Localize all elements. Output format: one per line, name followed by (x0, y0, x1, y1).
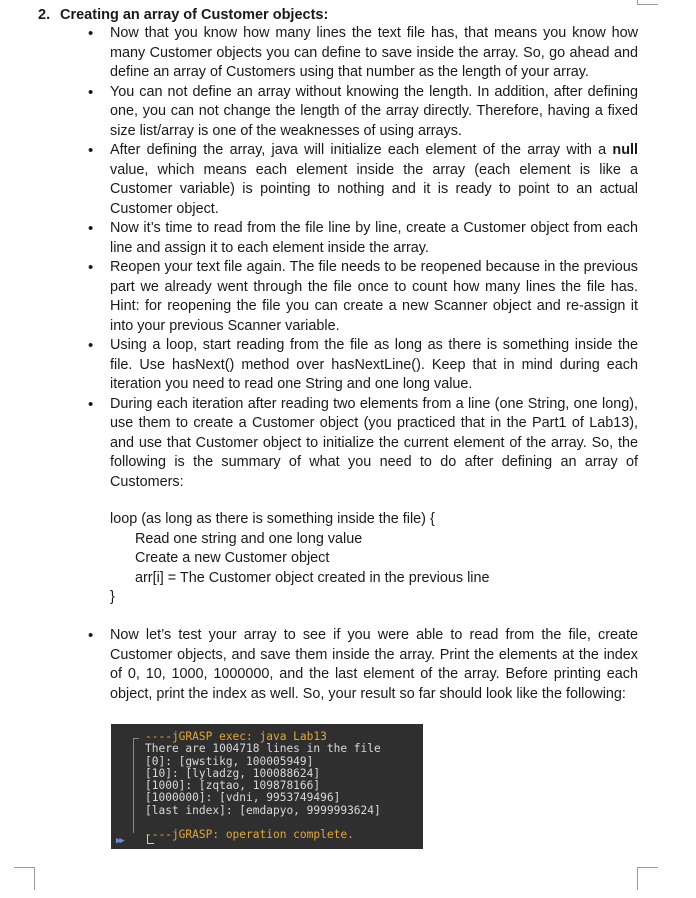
console-line: [1000000]: [vdni, 9953749496] (145, 791, 341, 805)
pseudocode-line: arr[i] = The Customer object created in the previous line (135, 569, 490, 586)
list-item: • Now let’s test your array to see if you were able to read from the file, create Customer objects, and save them inside the array. Print the elements at the index of 0, 10, 1000, 1000000, and the last element of the array. Before printing each object, print the index as well. So, your result so far should look like the following: (110, 626, 638, 704)
console-line: [1000]: [zqtao, 109878166] (145, 779, 321, 793)
pseudocode-block (110, 510, 638, 608)
list-item: • Now that you know how many lines the text file has, that means you know how many Customer objects you can define to save inside the array. So, go ahead and define an array of Customers using that number as the length of your array. (110, 24, 638, 83)
pseudocode-loop-open: loop (as long as there is something inside the file) { (110, 511, 435, 527)
list-item-text: After defining the array, java will initialize each element of the array with a (110, 142, 613, 158)
list-item: • During each iteration after reading two elements from a line (one String, one long), use them to create a Customer object (you practiced that in the Part1 of Lab13), and use that Customer object to initialize the current element of the array. So, the following is the summary of what you need to do after defining an array of Customers: (110, 395, 638, 493)
exec-line: ----jGRASP exec: java Lab13 (145, 730, 327, 743)
console-line: There are 1004718 lines in the file (145, 742, 381, 756)
page-corner-mark (637, 0, 658, 5)
console-line: [0]: [gwstikg, 100005949] (145, 754, 314, 768)
jgrasp-output-screenshot (111, 724, 423, 849)
complete-line: ----jGRASP: operation complete. (145, 828, 354, 842)
section-heading (38, 6, 328, 25)
console-line: [last index]: [emdapyo, 9999993624] (145, 803, 381, 817)
null-keyword: null (612, 142, 638, 158)
output-bracket (133, 738, 140, 833)
instruction-list-continued (110, 626, 638, 704)
input-prompt-icon (147, 834, 154, 844)
list-item: • Reopen your text file again. The file needs to be reopened because in the previous part we already went through the file once to count how many lines the file has. Hint: for reopening the file you can create a new Scanner object and re-assign it into your previous Scanner variable. (110, 258, 638, 336)
list-item: • Now it’s time to read from the file line by line, create a Customer object from each line and assign it to each element inside the array. (110, 219, 638, 258)
run-arrow-icon: ▶▶ (116, 836, 123, 846)
page-corner-mark (637, 867, 658, 890)
section-title: Creating an array of Customer objects: (60, 7, 329, 23)
pseudocode-loop-close: } (110, 589, 115, 605)
instruction-list (110, 24, 638, 492)
page-corner-mark (14, 867, 35, 890)
section-number: 2. (38, 7, 51, 23)
pseudocode-line: Create a new Customer object (135, 550, 330, 566)
console-line: [10]: [lyladzg, 100088624] (145, 766, 321, 780)
list-item: • Using a loop, start reading from the file as long as there is something inside the file. Use hasNext() method over hasNextLine(). Keep that in mind during each iteration you need to read one String and one long value. (110, 336, 638, 395)
list-item (110, 141, 638, 219)
pseudocode-line: Read one string and one long value (135, 530, 363, 547)
console-output (145, 731, 381, 841)
list-item-text: value, which means each element inside the array (each element is like a Customer variable) is pointing to nothing and it is ready to point to an actual Customer object. (110, 161, 638, 217)
list-item: • You can not define an array without knowing the length. In addition, after defining one, you can not change the length of the array directly. Therefore, having a fixed size list/array is one of the weaknesses of using arrays. (110, 83, 638, 142)
